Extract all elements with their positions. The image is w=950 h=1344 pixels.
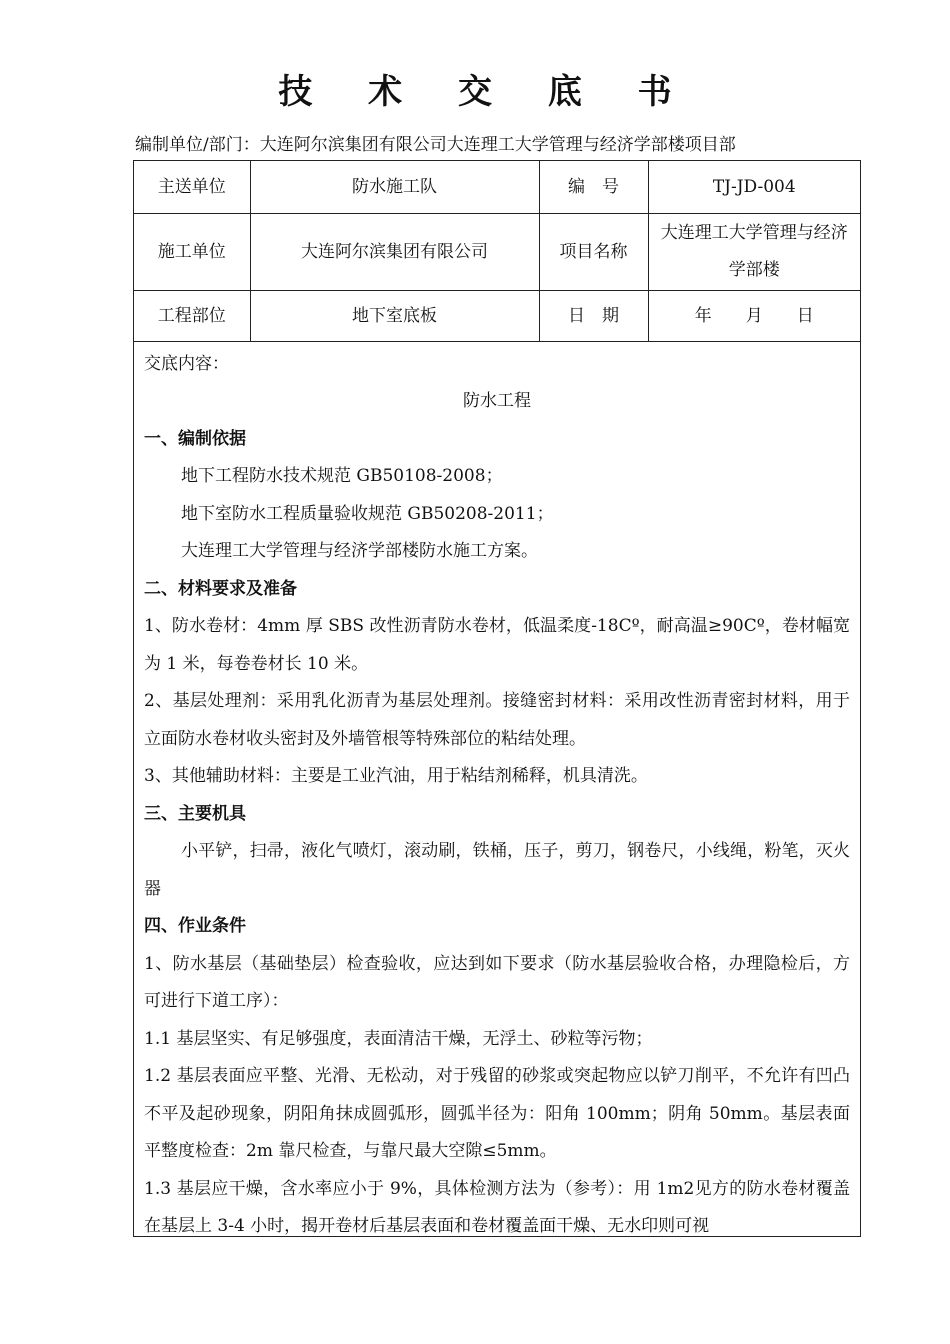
contractor-value: 大连阿尔滨集团有限公司: [250, 213, 539, 290]
recipient-label: 主送单位: [134, 161, 250, 213]
materials-paragraph: 1、防水卷材：4mm 厚 SBS 改性沥青防水卷材，低温柔度-18Cº，耐高温≥90Cº，卷材幅宽为 1 米，每卷卷材长 10 米。: [144, 616, 850, 674]
project-name-value: 大连理工大学管理与经济学部楼: [648, 213, 860, 290]
number-value: TJ-JD-004: [648, 161, 860, 213]
header-table: [134, 161, 860, 342]
location-value: 地下室底板: [250, 290, 539, 341]
section-tools-heading: 三、主要机具: [144, 803, 246, 824]
tools-paragraph: 小平铲，扫帚，液化气喷灯，滚动刷，铁桶，压子，剪刀，钢卷尺，小线绳，粉笔，灭火器: [144, 841, 850, 899]
header-row-contractor: [134, 213, 860, 290]
document-title: 技 术 交 底 书: [278, 72, 694, 112]
section-basis-heading: 一、编制依据: [144, 428, 246, 449]
number-label: 编 号: [539, 161, 648, 213]
date-label: 日 期: [539, 290, 648, 341]
compiling-unit-line: 编制单位/部门：大连阿尔滨集团有限公司大连理工大学管理与经济学部楼项目部: [135, 135, 736, 155]
disclosure-form: [133, 160, 861, 1237]
basis-item: 大连理工大学管理与经济学部楼防水施工方案。: [181, 541, 538, 561]
date-value: 年 月 日: [648, 290, 860, 341]
conditions-paragraph: 1.3 基层应干燥，含水率应小于 9%，具体检测方法为（参考）：用 1m2见方的防水卷材覆盖在基层上 3-4 小时，揭开卷材后基层表面和卷材覆盖面干燥、无水印则可视: [144, 1178, 850, 1236]
location-label: 工程部位: [134, 290, 250, 341]
materials-paragraph: 3、其他辅助材料：主要是工业汽油，用于粘结剂稀释，机具清洗。: [144, 766, 648, 786]
conditions-paragraph: 1、防水基层（基础垫层）检查验收，应达到如下要求（防水基层验收合格，办理隐检后，方可进行下道工序）：: [144, 953, 850, 1011]
conditions-paragraph: 1.1 基层坚实、有足够强度，表面清洁干燥，无浮土、砂粒等污物；: [144, 1028, 653, 1049]
content-subject: 防水工程: [463, 391, 531, 411]
disclosure-content: [134, 342, 860, 1238]
recipient-value: 防水施工队: [250, 161, 539, 213]
contractor-label: 施工单位: [134, 213, 250, 290]
section-materials-heading: 二、材料要求及准备: [144, 578, 297, 599]
materials-paragraph: 2、基层处理剂：采用乳化沥青为基层处理剂。接缝密封材料：采用改性沥青密封材料，用于立面防水卷材收头密封及外墙管根等特殊部位的粘结处理。: [144, 691, 850, 749]
conditions-paragraph: 1.2 基层表面应平整、光滑、无松动，对于残留的砂浆或突起物应以铲刀削平，不允许有凹凸不平及起砂现象，阴阳角抹成圆弧形，圆弧半径为：阳角 100mm；阴角 50mm。基层表面平整度检查：2m 靠尺检查，与靠尺最大空隙≤5mm。: [144, 1066, 850, 1161]
basis-item: 地下室防水工程质量验收规范 GB50208-2011；: [181, 503, 554, 524]
content-label: 交底内容：: [144, 353, 229, 374]
basis-item: 地下工程防水技术规范 GB50108-2008；: [181, 466, 503, 486]
header-row-location: [134, 290, 860, 341]
header-row-recipient: [134, 161, 860, 213]
project-name-label: 项目名称: [539, 213, 648, 290]
section-conditions-heading: 四、作业条件: [144, 916, 246, 936]
